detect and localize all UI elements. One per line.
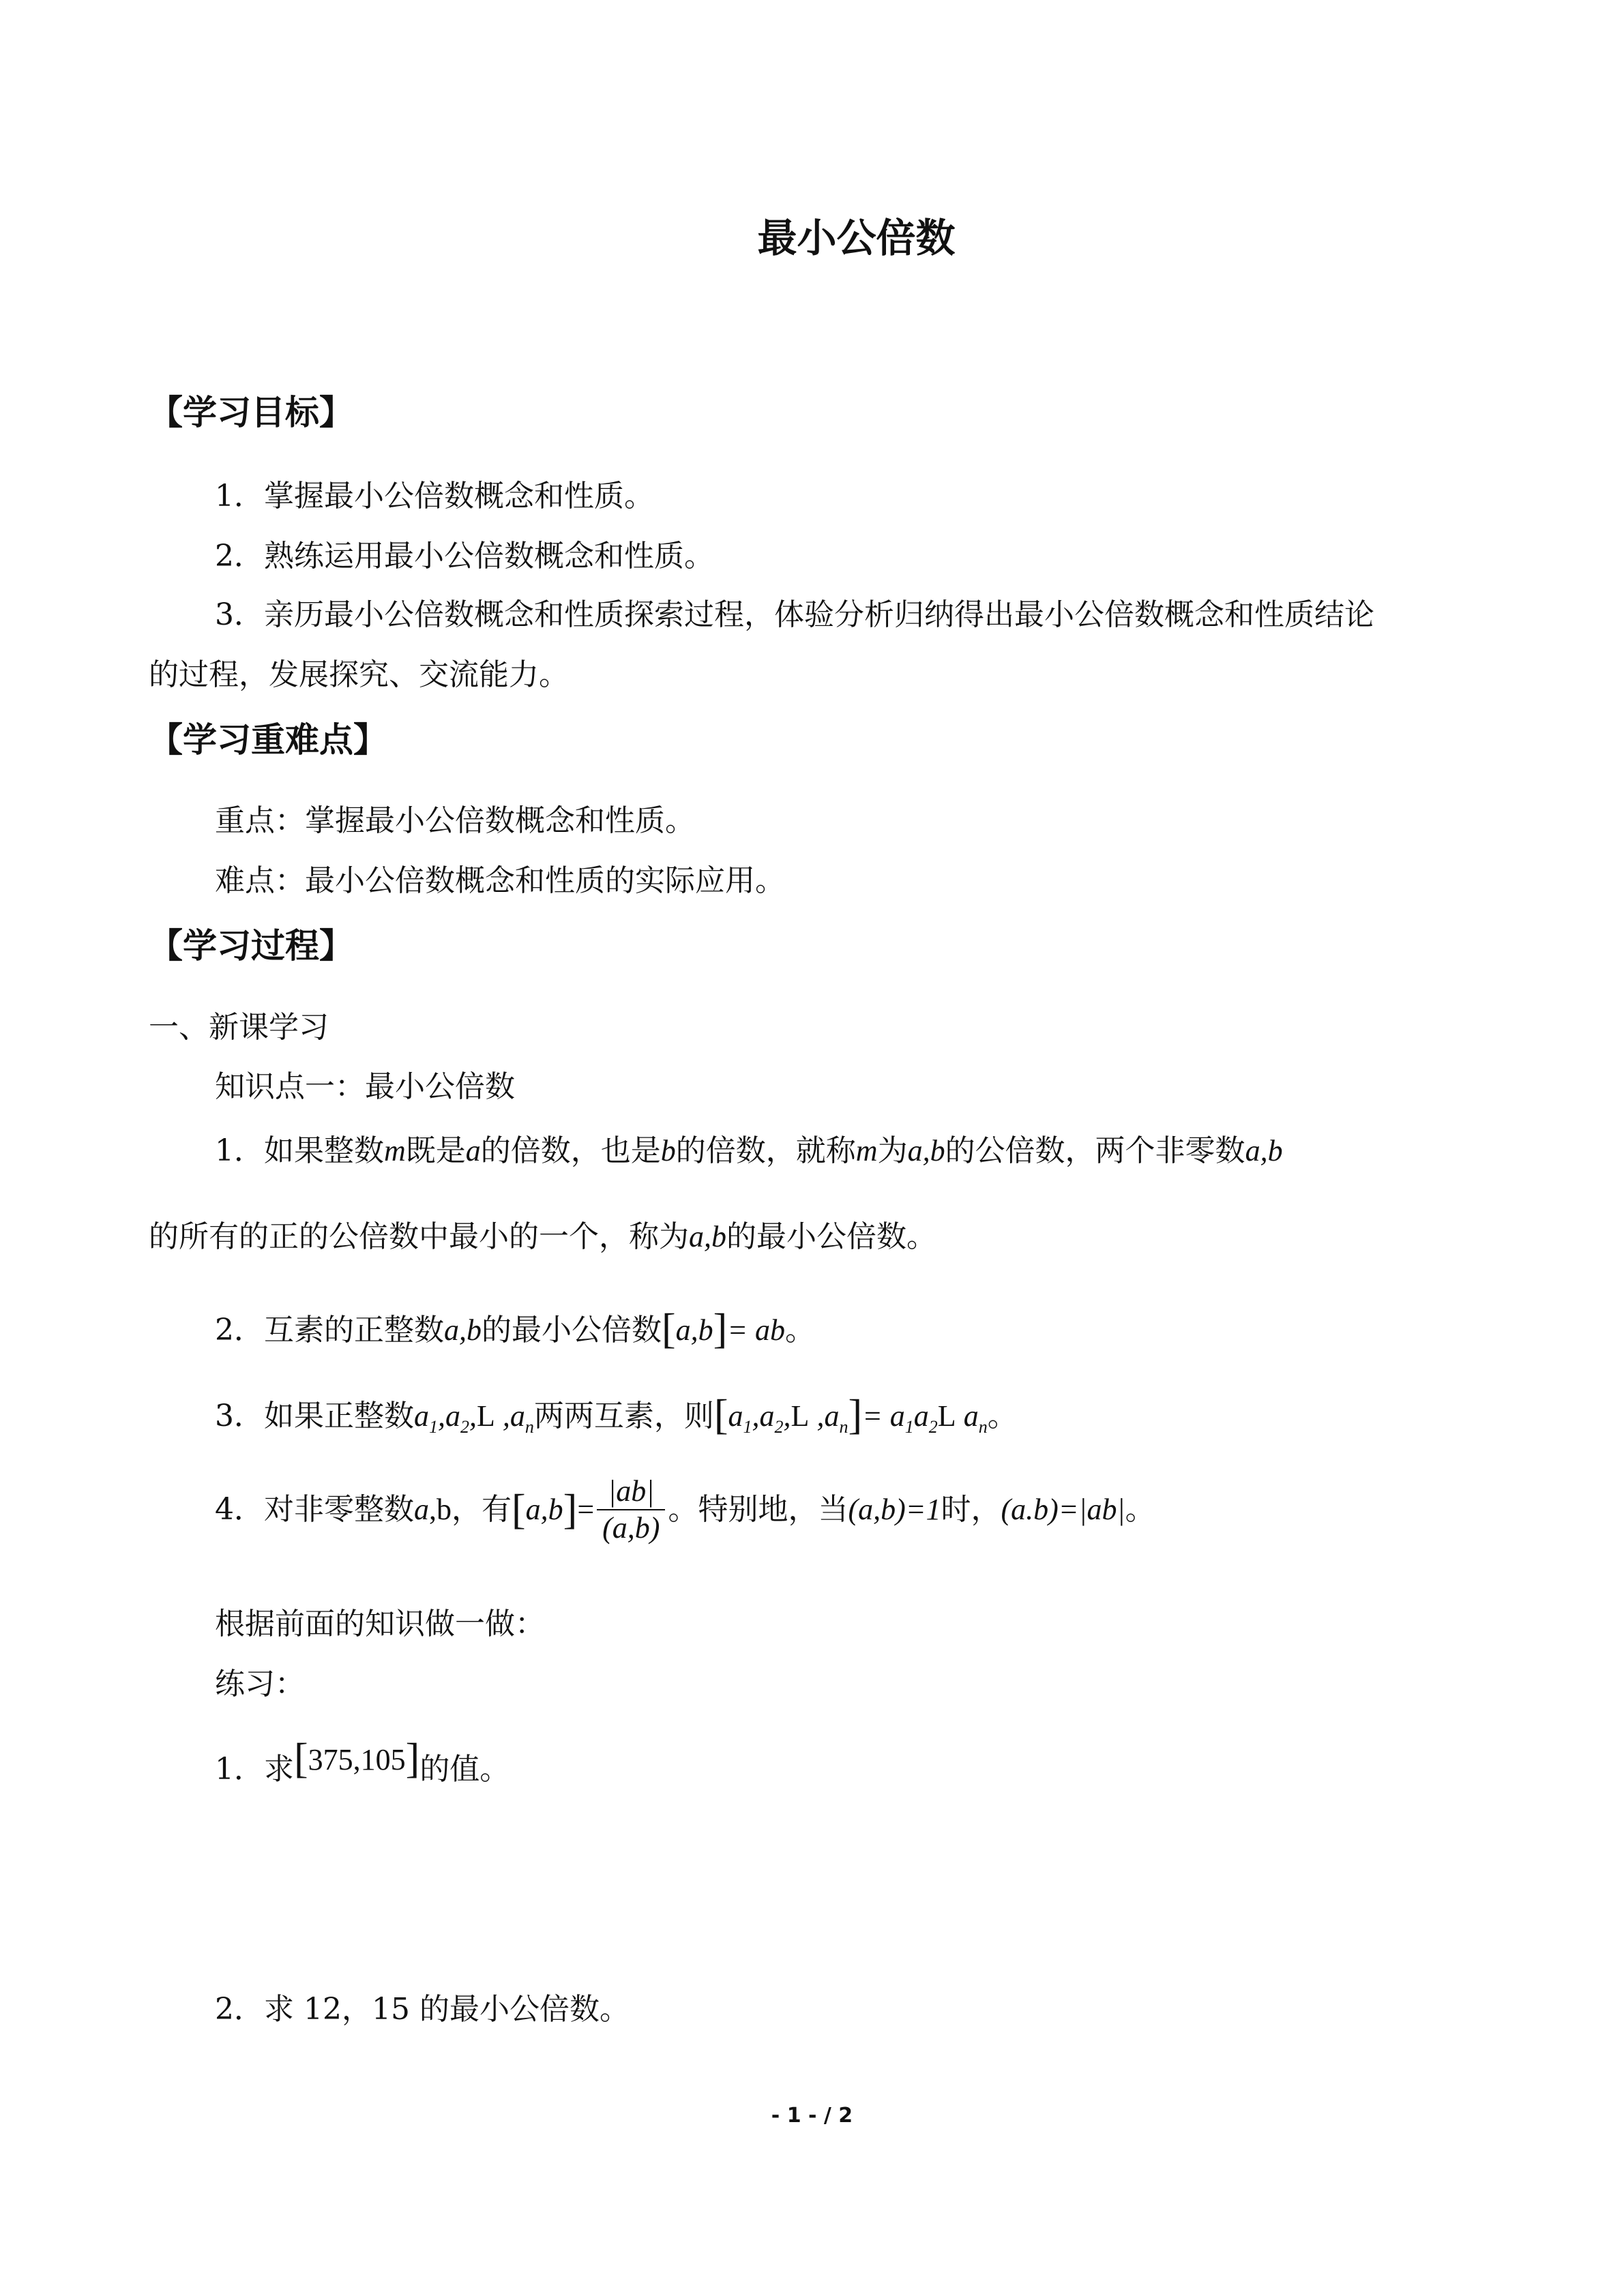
part-new-lesson: 一、新课学习	[149, 1010, 329, 1045]
text: 4．对非零整数	[215, 1492, 414, 1527]
math-var: a,b	[689, 1220, 726, 1253]
property-3: 3．如果正整数$a_1,a_2,L$ $,a_n$两两互素，则[$a_1,a_2,L$ $,a_n]= a_1a_2L$ $a_n$。	[215, 1392, 1018, 1438]
math-result: (a.b)=|ab|	[1001, 1493, 1125, 1526]
text: 1．如果整数	[215, 1133, 384, 1168]
math-formula: = $a_1a_2L$ $a_n$	[862, 1399, 988, 1437]
objective-item-2: 2．熟练运用最小公倍数概念和性质。	[215, 539, 714, 573]
math-var: m	[855, 1134, 878, 1167]
exercise-1: 1．求[375,105]的值。	[215, 1735, 510, 1787]
text: 两两互素，则	[533, 1399, 714, 1433]
math-formula: $a_1,a_2,L$ $,a_n$	[414, 1399, 534, 1437]
math-formula: a,b	[675, 1313, 713, 1347]
fraction-lcm	[597, 1476, 665, 1543]
practice-intro: 根据前面的知识做一做：	[215, 1607, 545, 1641]
math-condition: (a,b)=1	[848, 1493, 941, 1526]
math-formula: 375,105	[308, 1743, 406, 1776]
text: 的最小公倍数。	[726, 1219, 936, 1254]
math-var: m	[384, 1134, 406, 1167]
math-var: a,b	[444, 1313, 482, 1347]
text: 为	[877, 1133, 908, 1168]
page-title: 最小公倍数	[757, 215, 956, 261]
property-2	[215, 1308, 815, 1350]
objective-item-3: 3．亲历最小公倍数概念和性质探索过程，体验分析归纳得出最小公倍数概念和性质结论	[215, 597, 1374, 632]
text: 的倍数，就称	[675, 1133, 856, 1168]
math-var: a,b	[1245, 1134, 1283, 1167]
bracket: ]	[713, 1306, 728, 1352]
key-point: 重点：掌握最小公倍数概念和性质。	[215, 803, 695, 838]
key-points-heading: 【学习重难点】	[149, 720, 387, 760]
text: 2．互素的正整数	[215, 1313, 444, 1347]
text: 既是	[405, 1133, 466, 1168]
text: 的倍数，也是	[480, 1133, 661, 1168]
math-formula: = ab	[727, 1313, 786, 1347]
math-var: a,b	[907, 1134, 945, 1167]
definition-line-1	[215, 1133, 1283, 1168]
definition-line-2	[149, 1219, 936, 1254]
exercise-2: 2．求 12，15 的最小公倍数。	[215, 1992, 630, 2027]
fraction-denominator: (a,b)	[602, 1511, 660, 1545]
text: 3．如果正整数	[215, 1399, 414, 1433]
text: 。	[785, 1313, 816, 1347]
difficult-point: 难点：最小公倍数概念和性质的实际应用。	[215, 863, 785, 898]
objective-item-3-continued: 的过程，发展探究、交流能力。	[149, 657, 569, 692]
objectives-heading: 【学习目标】	[149, 393, 353, 432]
text: 。	[987, 1399, 1018, 1433]
page-number: - 1 - / 2	[771, 2104, 853, 2128]
text: 的所有的正的公倍数中最小的一个，称为	[149, 1219, 689, 1254]
math-var: a	[465, 1134, 481, 1167]
property-4: 4．对非零整数a,b，有[a,b]= $\frac{|ab|}{(a,b)}$ 。特别地，当(a,b)=1时，(a.b)=|ab|。	[215, 1474, 1155, 1545]
fraction-numerator: |ab|	[597, 1476, 665, 1510]
text: 的公倍数，两个非零数	[945, 1133, 1245, 1168]
process-heading: 【学习过程】	[149, 926, 353, 966]
math-var: b	[660, 1134, 676, 1167]
knowledge-point-1: 知识点一：最小公倍数	[215, 1069, 515, 1104]
math-formula: $a_1,a_2,L$ $,a_n$	[728, 1399, 848, 1437]
practice-label: 练习：	[215, 1667, 305, 1701]
text: 的最小公倍数	[482, 1313, 662, 1347]
objective-item-1: 1．掌握最小公倍数概念和性质。	[215, 479, 654, 513]
bracket: [	[662, 1306, 676, 1352]
